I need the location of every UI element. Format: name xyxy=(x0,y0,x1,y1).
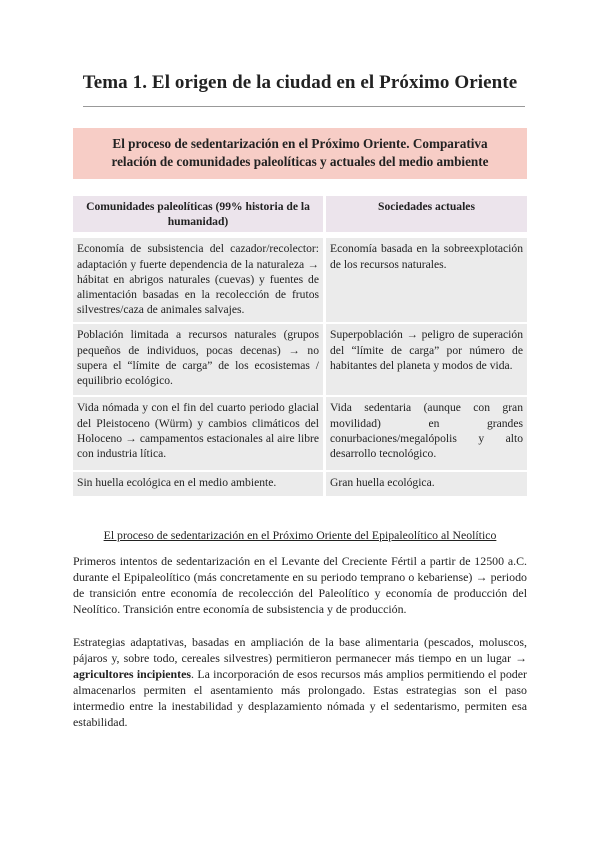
table-header-current: Sociedades actuales xyxy=(323,196,527,236)
section-title: El proceso de sedentarización en el Próximo Oriente del Epipaleolítico al Neolítico xyxy=(103,528,497,542)
paragraph-1: Primeros intentos de sedentarización en el Levante del Creciente Fértil a partir de 12500 a.C. durante el Epipaleolítico (más concretamente en su periodo temprano o kebariense) → periodo de transición entre economía de recolección del Paleolítico y economía de producción del Neolítico. Transición entre economía de subsistencia y de producción. xyxy=(73,554,527,616)
table-header-paleolithic: Comunidades paleolíticas (99% historia de la humanidad) xyxy=(73,196,323,236)
table-cell: Economía de subsistencia del cazador/recolector: adaptación y fuerte dependencia de la naturaleza → hábitat en abrigos naturales (cuevas) y fuentes de alimentación basadas en la recolección de frutos silvestres/caza de animales salvajes. xyxy=(73,238,323,322)
table-cell: Superpoblación → peligro de superación del “límite de carga” por número de habitantes del planeta y modos de vida. xyxy=(323,324,527,395)
comparison-banner xyxy=(73,128,527,179)
table-cell: Economía basada en la sobreexplotación de los recursos naturales. xyxy=(323,238,527,322)
paragraph-2-text-end: . La incorporación de esos recursos más amplios permitiendo el poder almacenarlos permiten el asentamiento más prolongado. Estas estrategias son el paso intermedio entre la inestabilidad y desplazamiento nómada y el sedentarismo, permiten esa estabilidad. xyxy=(73,667,527,729)
table-cell: Población limitada a recursos naturales (grupos pequeños de individuos, pocas decenas) → no supera el “límite de carga” de los ecosistemas / equilibrio ecológico. xyxy=(73,324,323,395)
table-cell: Vida nómada y con el fin del cuarto periodo glacial del Pleistoceno (Würm) y cambios climáticos del Holoceno → campamentos estacionales al aire libre con industria lítica. xyxy=(73,397,323,470)
paragraph-2 xyxy=(73,634,527,730)
table-cell: Gran huella ecológica. xyxy=(323,472,527,496)
comparison-table xyxy=(73,194,527,498)
table-header-row xyxy=(73,196,527,236)
table-row xyxy=(73,397,527,470)
page-title: Tema 1. El origen de la ciudad en el Próximo Oriente xyxy=(82,72,518,93)
table-cell: Sin huella ecológica en el medio ambiente. xyxy=(73,472,323,496)
table-row xyxy=(73,238,527,322)
table-cell: Vida sedentaria (aunque con gran movilidad) en grandes conurbaciones/megalópolis y alto desarrollo tecnológico. xyxy=(323,397,527,470)
table-row xyxy=(73,472,527,496)
paragraph-2-bold-term: agricultores incipientes xyxy=(73,667,192,681)
paragraph-2-text-start: Estrategias adaptativas, basadas en ampliación de la base alimentaria (pescados, moluscos, pájaros y, sobre todo, cereales silvestres) permitieron permanecer más tiempo en un lugar → xyxy=(73,635,527,665)
title-divider xyxy=(83,106,525,107)
table-row xyxy=(73,324,527,395)
banner-line-1: El proceso de sedentarización en el Próximo Oriente. Comparativa xyxy=(112,136,488,151)
banner-line-2: relación de comunidades paleolíticas y actuales del medio ambiente xyxy=(111,154,489,169)
